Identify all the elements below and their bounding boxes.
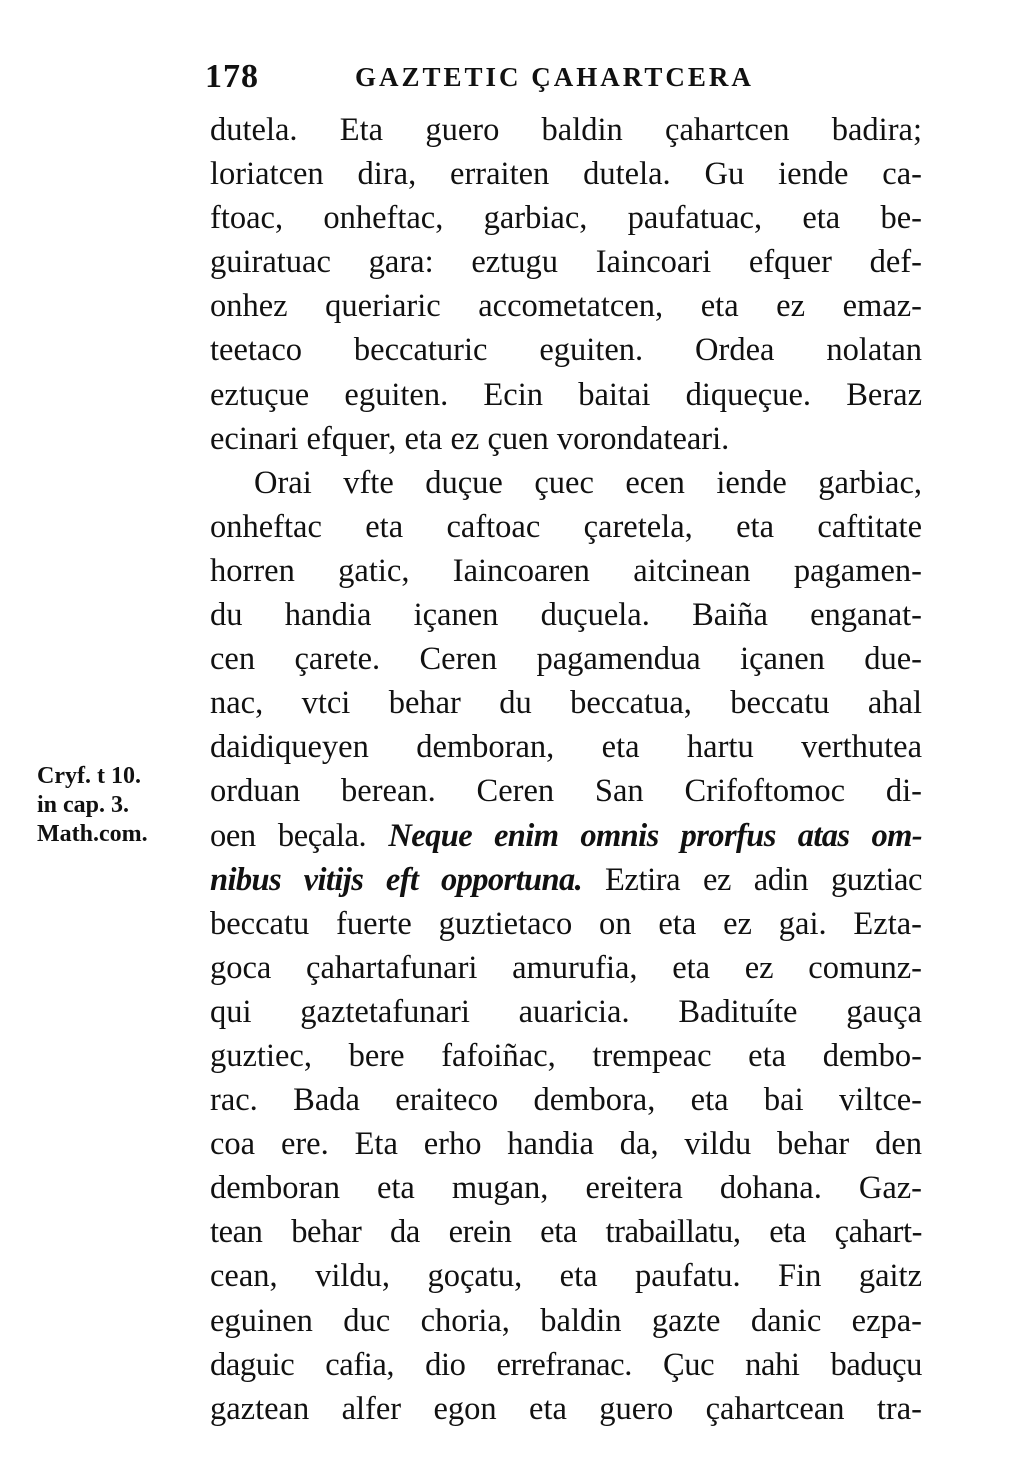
latin-quotation: nibus vitijs eft opportuna. [210,861,583,898]
text-line: cen çarete. Ceren pagamendua içanen due- [210,641,922,678]
text-line: goca çahartafunari amurufia, eta ez comunz- [210,949,922,986]
text-line: coa ere. Eta erho handia da, vildu behar den [210,1126,922,1163]
text-line: loriatcen dira, erraiten dutela. Gu iende ca- [210,156,922,193]
marginal-citation-line: in cap. 3. [37,792,130,818]
text-line: ecinari efquer, eta ez çuen vorondateari. [210,420,730,457]
text-line: ftoac, onheftac, garbiac, paufatuac, eta be- [210,200,922,237]
body-text [210,108,922,1431]
text-line: orduan berean. Ceren San Crifoftomoc di- [210,773,922,810]
latin-quotation: Neque enim omnis prorfus atas om- [388,817,922,854]
text-line: dutela. Eta guero baldin çahartcen badira; [210,112,922,148]
text-line: onheftac eta caftoac çaretela, eta caftitate [210,508,922,545]
text-line: horren gatic, Iaincoaren aitcinean pagamen- [210,552,922,589]
marginal-citation-line: Cryf. t 10. [37,763,141,789]
text-line: guztiec, bere fafoiñac, trempeac eta dembo- [210,1037,922,1074]
page-number: 178 [205,58,259,95]
text-line: teetaco beccaturic eguiten. Ordea nolatan [210,332,922,369]
text-line: daguic cafia, dio errefranac. Çuc nahi baduçu [210,1346,922,1383]
text-run: Eztira ez adin guztiac [604,861,922,898]
running-head: GAZTETIC ÇAHARTCERA [355,62,754,92]
text-line-with-quotation [210,814,922,858]
page-header [205,58,925,98]
text-line: du handia içanen duçuela. Baiña enganat- [210,597,922,634]
text-line: beccatu fuerte guztietaco on eta ez gai. Ezta- [210,905,922,942]
text-line: eztuçue eguiten. Ecin baitai diqueçue. Beraz [210,376,922,413]
text-line: nac, vtci behar du beccatua, beccatu ahal [210,685,922,722]
text-line: eguinen duc choria, baldin gazte danic ezpa- [210,1302,922,1339]
text-line: guiratuac gara: eztugu Iaincoari efquer def- [210,244,922,281]
text-run: oen beçala. [210,817,367,854]
text-line: tean behar da erein eta trabaillatu, eta çahart- [210,1214,922,1251]
text-line-with-quotation [210,858,922,902]
text-line: qui gaztetafunari auaricia. Badituíte gauça [210,993,922,1030]
text-line: daidiqueyen demboran, eta hartu verthutea [210,729,922,766]
text-line: cean, vildu, goçatu, eta paufatu. Fin gaitz [210,1258,922,1295]
text-line: onhez queriaric accometatcen, eta ez emaz- [210,288,922,325]
marginal-citation-line: Math.com. [37,821,148,847]
text-line: rac. Bada eraiteco dembora, eta bai viltce- [210,1082,922,1119]
text-line: demboran eta mugan, ereitera dohana. Gaz- [210,1170,922,1207]
text-line: gaztean alfer egon eta guero çahartcean tra- [210,1390,922,1427]
paragraph-start-line: Orai vfte duçue çuec ecen iende garbiac, [254,464,922,501]
marginal-citation [37,762,197,849]
